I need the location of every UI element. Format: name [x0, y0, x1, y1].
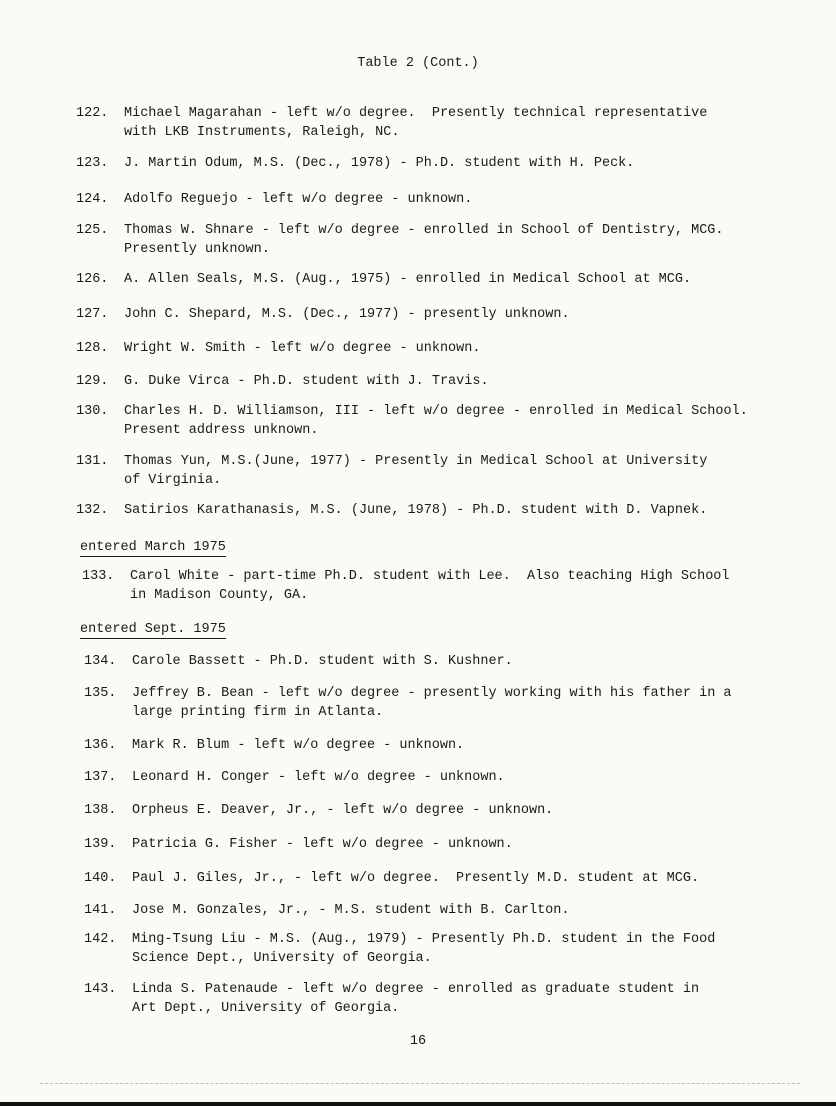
item-text [124, 190, 472, 209]
item-text-line: G. Duke Virca - Ph.D. student with J. Travis. [124, 374, 489, 389]
item-text-line: of Virginia. [124, 473, 222, 488]
item-text-line: Satirios Karathanasis, M.S. (June, 1978) - Ph.D. student with D. Vapnek. [124, 503, 708, 518]
item-text-line: in Madison County, GA. [130, 588, 309, 603]
item-text [132, 869, 699, 888]
item-text-line: Charles H. D. Williamson, III - left w/o degree - enrolled in Medical School. [124, 404, 748, 419]
item-number: 129. [76, 374, 109, 389]
item-number: 130. [76, 404, 109, 419]
item-text-line: Present address unknown. [124, 423, 319, 438]
item-number: 140. [84, 871, 117, 886]
item-text-line: Presently unknown. [124, 242, 270, 257]
item-text [124, 221, 724, 259]
item-text [124, 305, 570, 324]
scan-artifact-line [40, 1083, 800, 1084]
item-number: 122. [76, 106, 109, 121]
item-text [130, 567, 730, 605]
item-text [124, 372, 489, 391]
item-number: 128. [76, 341, 109, 356]
item-text [132, 835, 513, 854]
item-number: 123. [76, 156, 109, 171]
section-heading-march-1975 [80, 540, 226, 555]
item-text [132, 980, 699, 1018]
item-text [124, 501, 707, 520]
item-text-line: with LKB Instruments, Raleigh, NC. [124, 125, 400, 140]
item-text-line: Carole Bassett - Ph.D. student with S. Kushner. [132, 654, 513, 669]
item-text-line: Carol White - part-time Ph.D. student with Lee. Also teaching High School [130, 569, 730, 584]
item-text [132, 736, 464, 755]
item-number: 127. [76, 307, 109, 322]
item-text [124, 402, 748, 440]
item-number: 126. [76, 272, 109, 287]
item-number: 132. [76, 503, 109, 518]
item-number: 125. [76, 223, 109, 238]
item-text [132, 652, 513, 671]
page-bottom-edge [0, 1102, 836, 1106]
item-number: 135. [84, 686, 117, 701]
item-text-line: Patricia G. Fisher - left w/o degree - unknown. [132, 837, 513, 852]
section-label: entered Sept. 1975 [80, 622, 226, 637]
item-text-line: John C. Shepard, M.S. (Dec., 1977) - presently unknown. [124, 307, 570, 322]
item-text [124, 104, 707, 142]
item-text [124, 339, 480, 358]
item-text-line: Wright W. Smith - left w/o degree - unknown. [124, 341, 481, 356]
item-text [124, 154, 634, 173]
item-text-line: Thomas W. Shnare - left w/o degree - enrolled in School of Dentistry, MCG. [124, 223, 724, 238]
item-number: 124. [76, 192, 109, 207]
item-text [124, 452, 707, 490]
item-text-line: Jose M. Gonzales, Jr., - M.S. student with B. Carlton. [132, 903, 570, 918]
item-text-line: Ming-Tsung Liu - M.S. (Aug., 1979) - Presently Ph.D. student in the Food [132, 932, 716, 947]
item-text-line: A. Allen Seals, M.S. (Aug., 1975) - enrolled in Medical School at MCG. [124, 272, 692, 287]
item-text [132, 684, 732, 722]
section-heading-sept-1975 [80, 622, 226, 637]
item-text [132, 930, 715, 968]
item-text-line: Leonard H. Conger - left w/o degree - unknown. [132, 770, 505, 785]
item-text-line: Mark R. Blum - left w/o degree - unknown. [132, 738, 465, 753]
item-number: 142. [84, 932, 117, 947]
item-number: 131. [76, 454, 109, 469]
item-text-line: Linda S. Patenaude - left w/o degree - enrolled as graduate student in [132, 982, 700, 997]
item-number: 136. [84, 738, 117, 753]
section-label: entered March 1975 [80, 540, 226, 555]
item-text [132, 801, 553, 820]
item-number: 139. [84, 837, 117, 852]
item-text-line: Adolfo Reguejo - left w/o degree - unknown. [124, 192, 473, 207]
item-number: 133. [82, 569, 115, 584]
item-text [132, 768, 505, 787]
item-text-line: Science Dept., University of Georgia. [132, 951, 432, 966]
item-text-line: Orpheus E. Deaver, Jr., - left w/o degree - unknown. [132, 803, 554, 818]
item-text-line: Michael Magarahan - left w/o degree. Presently technical representative [124, 106, 708, 121]
item-text-line: Thomas Yun, M.S.(June, 1977) - Presently in Medical School at University [124, 454, 708, 469]
item-text [124, 270, 691, 289]
item-number: 137. [84, 770, 117, 785]
item-text-line: Art Dept., University of Georgia. [132, 1001, 400, 1016]
item-number: 134. [84, 654, 117, 669]
item-number: 143. [84, 982, 117, 997]
item-text-line: large printing firm in Atlanta. [132, 705, 384, 720]
page-title: Table 2 (Cont.) [357, 56, 479, 71]
item-number: 141. [84, 903, 117, 918]
item-text-line: Jeffrey B. Bean - left w/o degree - presently working with his father in a [132, 686, 732, 701]
item-number: 138. [84, 803, 117, 818]
item-text [132, 901, 569, 920]
item-text-line: J. Martin Odum, M.S. (Dec., 1978) - Ph.D. student with H. Peck. [124, 156, 635, 171]
item-text-line: Paul J. Giles, Jr., - left w/o degree. Presently M.D. student at MCG. [132, 871, 700, 886]
page-number: 16 [409, 1034, 427, 1049]
